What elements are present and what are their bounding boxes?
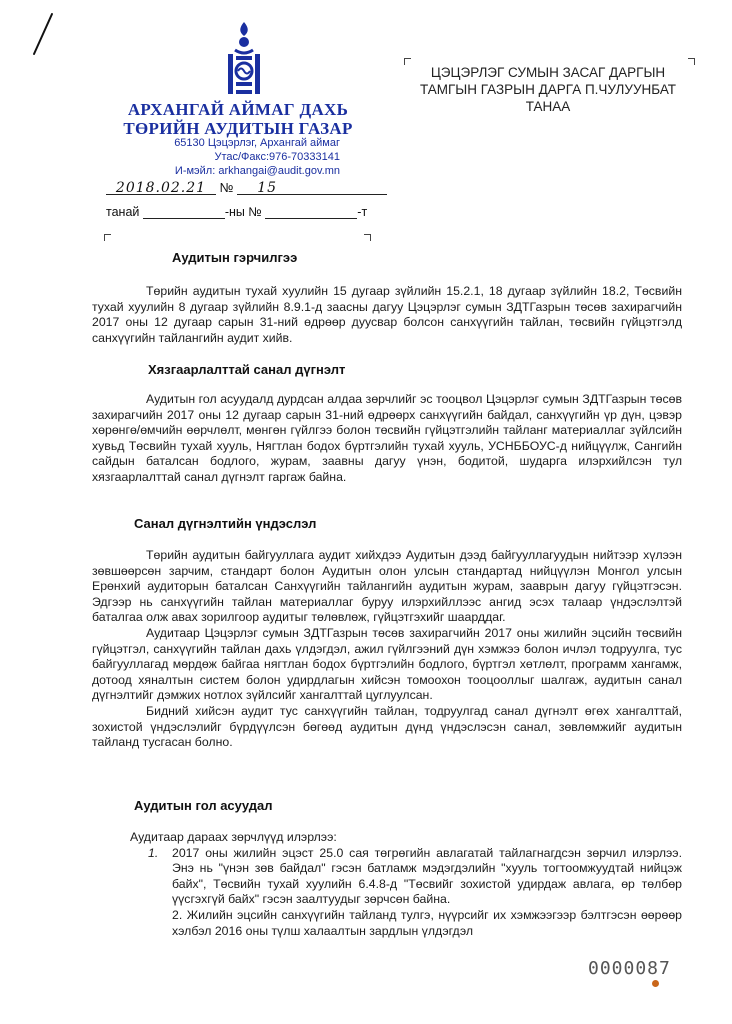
date-number-line	[106, 180, 387, 195]
corner-mark	[104, 234, 111, 241]
reply-mid: -ны №	[224, 205, 262, 219]
list-intro: Аудитаар дараах зөрчлүүд илэрлээ:	[130, 830, 337, 844]
section-basis-for-opinion-body	[92, 548, 682, 751]
reply-prefix: танай	[106, 205, 140, 219]
corner-mark	[364, 234, 371, 241]
reply-suffix: -т	[357, 205, 368, 219]
org-address: 65130 Цэцэрлэг, Архангай аймаг	[174, 137, 340, 149]
list-item	[92, 846, 682, 908]
organization-name	[98, 100, 378, 138]
recipient-block	[398, 64, 698, 115]
reply-reference-line	[106, 204, 367, 219]
org-email: И-мэйл: arkhangai@audit.gov.mn	[174, 165, 340, 177]
letter-number: 15	[257, 180, 278, 196]
letter-date: 2018.02.21	[115, 180, 207, 196]
paragraph: Төрийн аудитын байгууллага аудит хийхдээ Аудитын дээд байгууллагуудын нийтээр хүлээн зөвшөөрсөн зарчим, стандарт болон Аудитын олон улсын стандартад нийцүүлэн Монгол улсын Ерөнхий аудиторын баталсан Санхүүгийн тайлангийн аудитын журам, зааврын дагуу гүйцэтгэсэн. Эдгээр нь санхүүгийн тайлан материаллаг буруу илэрхийллээс ангид эсэх талаар үндэслэлтэй баталгаа олж авах зорилгоор аудитыг төлөвлөж, гүйцэтгэхийг шаарддаг.	[92, 548, 682, 625]
list-item-number: 1.	[148, 845, 159, 860]
stamp-dot	[652, 980, 659, 987]
page-stamp-number: 0000087	[588, 958, 671, 979]
section-title-basis-for-opinion: Санал дүгнэлтийн үндэслэл	[134, 516, 317, 531]
paragraph: Төрийн аудитын тухай хуулийн 15 дугаар зүйлийн 15.2.1, 18 дугаар зүйлийн 18.2, Төсвийн тухай хуулийн 8 дугаар зүйлийн 8.9.1-д заасны дагуу Цэцэрлэг сумын ЗДТГазрын төсөв захирагчийн 2017 оны 12 дугаар сарын 31-ний өдрөөр дуусвар болсон санхүүгийн тайлан, төсвийн гүйцэтгэлд санхүүгийн тайлангийн аудит хийв.	[92, 284, 682, 345]
recipient-line3: ТАНАА	[525, 99, 571, 114]
list-item	[92, 908, 682, 939]
paragraph: Бидний хийсэн аудит тус санхүүгийн тайлан, тодруулгад санал дүгнэлт өгөх хангалттай, зохистой үндэслэлийг бүрдүүлсэн бөгөөд аудитын дүнд үндэслэсэн санал, зөвлөмжийг аудитын тайланд тусгасан болно.	[92, 703, 682, 750]
handwritten-slash-mark	[22, 10, 62, 58]
key-audit-matters-list	[92, 830, 682, 939]
organization-contact	[120, 136, 340, 178]
soyombo-emblem-icon	[222, 20, 266, 100]
section-title-key-audit-matters: Аудитын гол асуудал	[134, 798, 273, 813]
org-name-line2: ТӨРИЙН АУДИТЫН ГАЗАР	[123, 119, 353, 138]
org-phone: Утас/Факс:976-70333141	[214, 151, 340, 163]
section-title-qualified-opinion: Хязгаарлалттай санал дүгнэлт	[148, 362, 346, 377]
paragraph: Аудитаар Цэцэрлэг сумын ЗДТГазрын төсөв захирагчийн 2017 оны жилийн эцсийн төсвийн гүйцэтгэл, санхүүгийн тайлан дахь үлдэгдэл, ажил гүйлгээний дүн хэмжээ болон ичлэл тодруулга, тус байгууллагад мөрдөж байгаа нягтлан бодох бүртгэлийн бодлого, бүртгэл хөтлөлт, программ хангамж, дотоод хяналтын систем болон удирдлагын хийсэн томоохон тооцооллыг шалгаж, аудитын санал дүгнэлтийг дэмжих нотлох зүйлсийг хангалттай цуглуулсан.	[92, 625, 682, 703]
list-item-text: 2. Жилийн эцсийн санхүүгийн тайланд тулгэ, нүүрсийг их хэмжээгээр бэлтгэсэн өөрөөр хэлбэл 2016 оны түлш халаалтын зардлын үлдэгдэл	[172, 907, 682, 938]
paragraph: Аудитын гол асуудалд дурдсан алдаа зөрчлийг эс тооцвол Цэцэрлэг сумын ЗДТГазрын төсөв захирагчийн 2017 оны 12 дугаар сарын 31-ний өдрөөрх санхүүгийн байдал, санхүүгийн үр дүн, цэвэр хөрөнгө/өмчийн өөрчлөлт, мөнгөн гүйлгээ болон төсвийн гүйцэтгэлийн тайланг материаллаг зүйлсийн хувьд Төсвийн тухай хууль, Нягтлан бодох бүртгэлийн тухай хууль, УСНББОУС-д нийцүүлж, Сангийн сайдын баталсан бодлого, журам, заавны дагуу үнэн, бодитой, шударга илэрхийлсэн тул хязгаарлалттай санал дүгнэлт гаргаж байна.	[92, 392, 682, 484]
org-name-line1: АРХАНГАЙ АЙМАГ ДАХЬ	[127, 100, 349, 119]
recipient-line1: ЦЭЦЭРЛЭГ СУМЫН ЗАСАГ ДАРГЫН	[430, 65, 666, 80]
section-qualified-opinion-body	[92, 392, 682, 486]
number-label: №	[219, 180, 234, 195]
section-title-audit-certificate: Аудитын гэрчилгээ	[172, 250, 298, 265]
recipient-line2: ТАМГЫН ГАЗРЫН ДАРГА П.ЧУЛУУНБАТ	[419, 82, 677, 97]
section-audit-certificate-body	[92, 284, 682, 346]
list-item-text: 2017 оны жилийн эцэст 25.0 сая төгрөгийн авлагатай тайлагнагдсэн зөрчил илэрлээ. Энэ нь "үнэн зөв байдал" гэсэн батламж мэдэгдэлийн "хууль тогтоомжуудтай нийцэж байх", Төсвийн тухай хуулийн 6.4.8-д "Төсвийг зохистой удирдаж авлага, өр төлбөр үүсгэхгүй байх" гэсэн заалтуудыг зөрчсөн байна.	[172, 845, 682, 907]
